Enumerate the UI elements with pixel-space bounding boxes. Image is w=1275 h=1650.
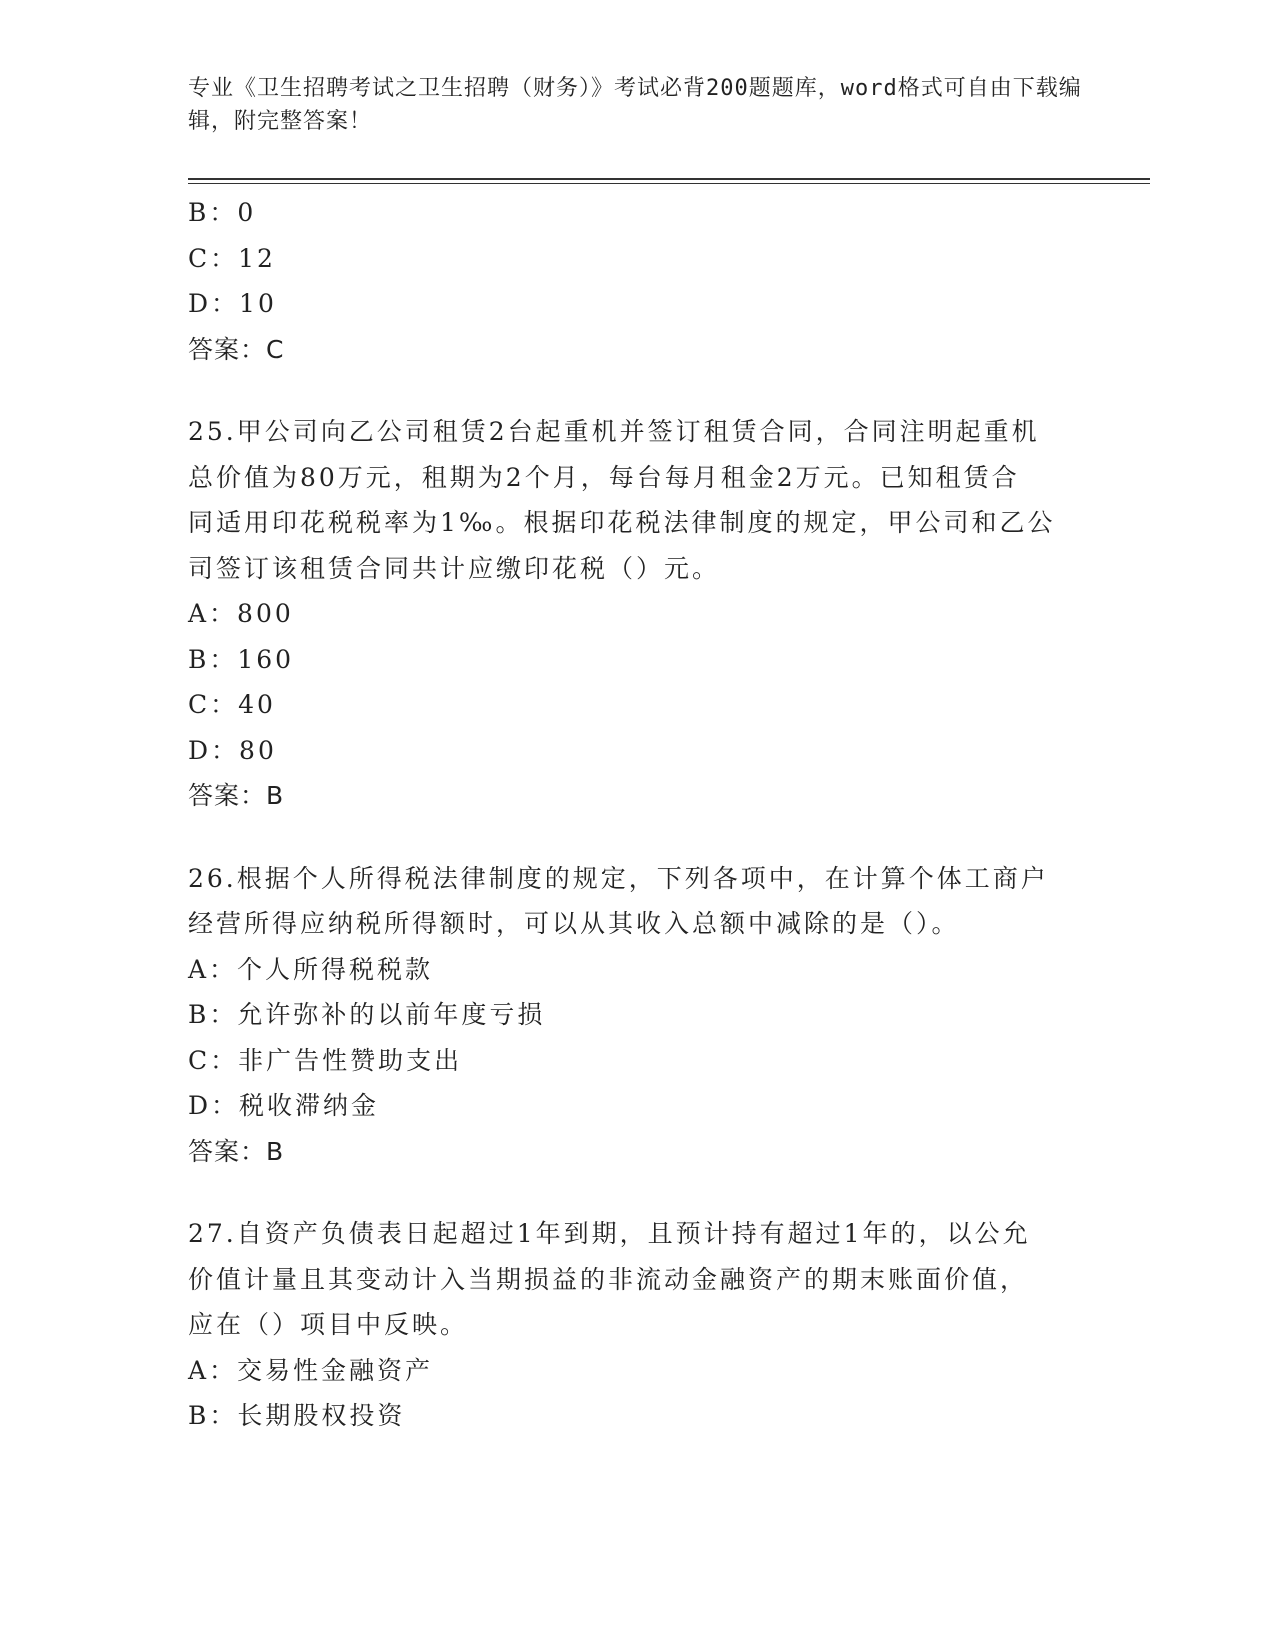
question-text-line: 25.甲公司向乙公司租赁2台起重机并签订租赁合同，合同注明起重机 bbox=[188, 417, 1040, 446]
option-b: B：允许弥补的以前年度亏损 bbox=[188, 1000, 546, 1029]
question-text-line: 司签订该租赁合同共计应缴印花税（）元。 bbox=[188, 553, 721, 583]
header-rule-thick bbox=[188, 178, 1150, 180]
option-a: A：个人所得税税款 bbox=[188, 954, 434, 984]
option-c: C：40 bbox=[188, 690, 276, 719]
option-c: C：12 bbox=[188, 243, 276, 273]
option-b: B：长期股权投资 bbox=[188, 1401, 406, 1430]
question-text-line: 26.根据个人所得税法律制度的规定，下列各项中，在计算个体工商户 bbox=[188, 863, 1049, 893]
question-text-line: 应在（）项目中反映。 bbox=[188, 1310, 469, 1339]
answer-line: 答案：C bbox=[188, 334, 285, 364]
document-header: 专业《卫生招聘考试之卫生招聘（财务）》考试必背200题题库，word格式可自由下载编辑，附完整答案！ bbox=[188, 76, 1082, 134]
question-26 bbox=[188, 856, 1088, 1175]
option-c: C：非广告性赞助支出 bbox=[188, 1045, 463, 1075]
option-b: B：0 bbox=[188, 198, 257, 227]
answer-line: 答案：B bbox=[188, 781, 285, 810]
prev-question-block bbox=[188, 190, 1088, 372]
question-text-line: 同适用印花税税率为1‰。根据印花税法律制度的规定，甲公司和乙公 bbox=[188, 508, 1056, 537]
question-25 bbox=[188, 409, 1088, 819]
header-rule-thin bbox=[188, 183, 1150, 184]
question-text-line: 价值计量且其变动计入当期损益的非流动金融资产的期末账面价值， bbox=[188, 1264, 1029, 1294]
answer-line: 答案：B bbox=[188, 1136, 285, 1166]
question-content bbox=[188, 190, 1088, 1439]
option-d: D：80 bbox=[188, 735, 277, 765]
option-a: A：交易性金融资产 bbox=[188, 1355, 434, 1385]
option-d: D：税收滞纳金 bbox=[188, 1091, 380, 1120]
question-text-line: 27.自资产负债表日起超过1年到期，且预计持有超过1年的，以公允 bbox=[188, 1219, 1031, 1248]
question-text-line: 经营所得应纳税所得额时，可以从其收入总额中减除的是（）。 bbox=[188, 909, 960, 938]
option-b: B：160 bbox=[188, 644, 295, 674]
option-a: A：800 bbox=[188, 599, 294, 628]
question-text-line: 总价值为80万元，租期为2个月，每台每月租金2万元。已知租赁合 bbox=[188, 462, 1020, 492]
option-d: D：10 bbox=[188, 289, 277, 318]
question-27 bbox=[188, 1211, 1088, 1439]
